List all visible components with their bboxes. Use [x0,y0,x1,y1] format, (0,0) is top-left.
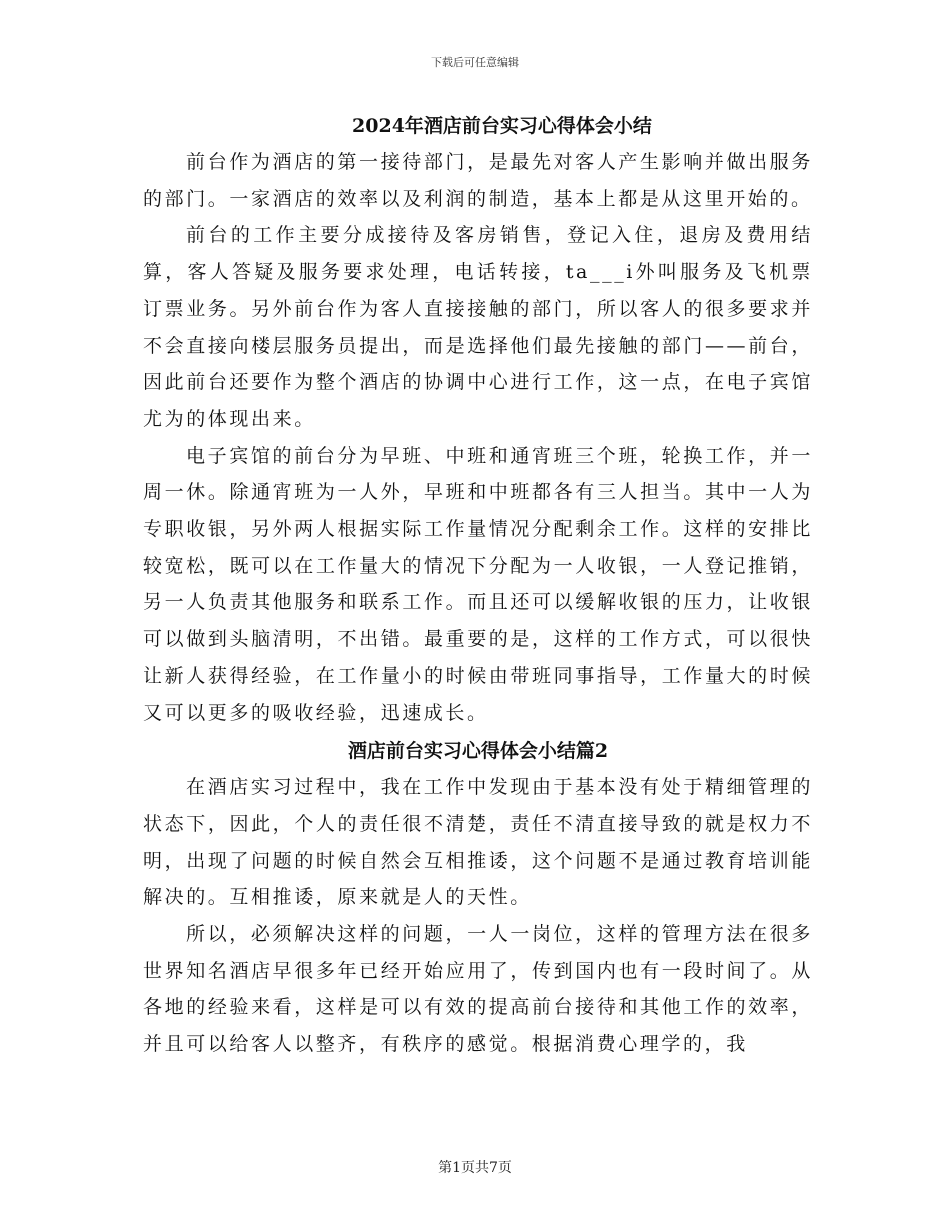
document-title: 2024年酒店前台实习心得体会小结 [352,115,652,137]
paragraph: 前台作为酒店的第一接待部门，是最先对客人产生影响并做出服务的部门。一家酒店的效率以及利润的制造，基本上都是从这里开始的。 [143,151,813,210]
paragraph: 所以，必须解决这样的问题，一人一岗位，这样的管理方法在很多世界知名酒店早很多年已经开始应用了，传到国内也有一段时间了。从各地的经验来看，这样是可以有效的提高前台接待和其他工作的效率，并且可以给客人以整齐，有秩序的感觉。根据消费心理学的，我 [143,923,813,1056]
paragraph: 在酒店实习过程中，我在工作中发现由于基本没有处于精细管理的状态下，因此，个人的责任很不清楚，责任不清直接导致的就是权力不明，出现了问题的时候自然会互相推诿，这个问题不是通过教育培训能解决的。互相推诿，原来就是人的天性。 [143,776,813,909]
page-indicator: 第1页共7页 [438,1160,512,1176]
section-title: 酒店前台实习心得体会小结篇2 [347,740,609,763]
download-note: 下载后可任意编辑 [431,56,519,69]
paragraph: 前台的工作主要分成接待及客房销售，登记入住，退房及费用结算，客人答疑及服务要求处理，电话转接，ta___i外叫服务及飞机票订票业务。另外前台作为客人直接接触的部门，所以客人的很多要求并不会直接向楼层服务员提出，而是选择他们最先接触的部门——前台，因此前台还要作为整个酒店的协调中心进行工作，这一点，在电子宾馆尤为的体现出来。 [143,224,813,430]
paragraph: 电子宾馆的前台分为早班、中班和通宵班三个班，轮换工作，并一周一休。除通宵班为一人外，早班和中班都各有三人担当。其中一人为专职收银，另外两人根据实际工作量情况分配剩余工作。这样的安排比较宽松，既可以在工作量大的情况下分配为一人收银，一人登记推销，另一人负责其他服务和联系工作。而且还可以缓解收银的压力，让收银可以做到头脑清明，不出错。最重要的是，这样的工作方式，可以很快让新人获得经验，在工作量小的时候由带班同事指导，工作量大的时候又可以更多的吸收经验，迅速成长。 [143,444,813,724]
document-body [143,108,813,1063]
